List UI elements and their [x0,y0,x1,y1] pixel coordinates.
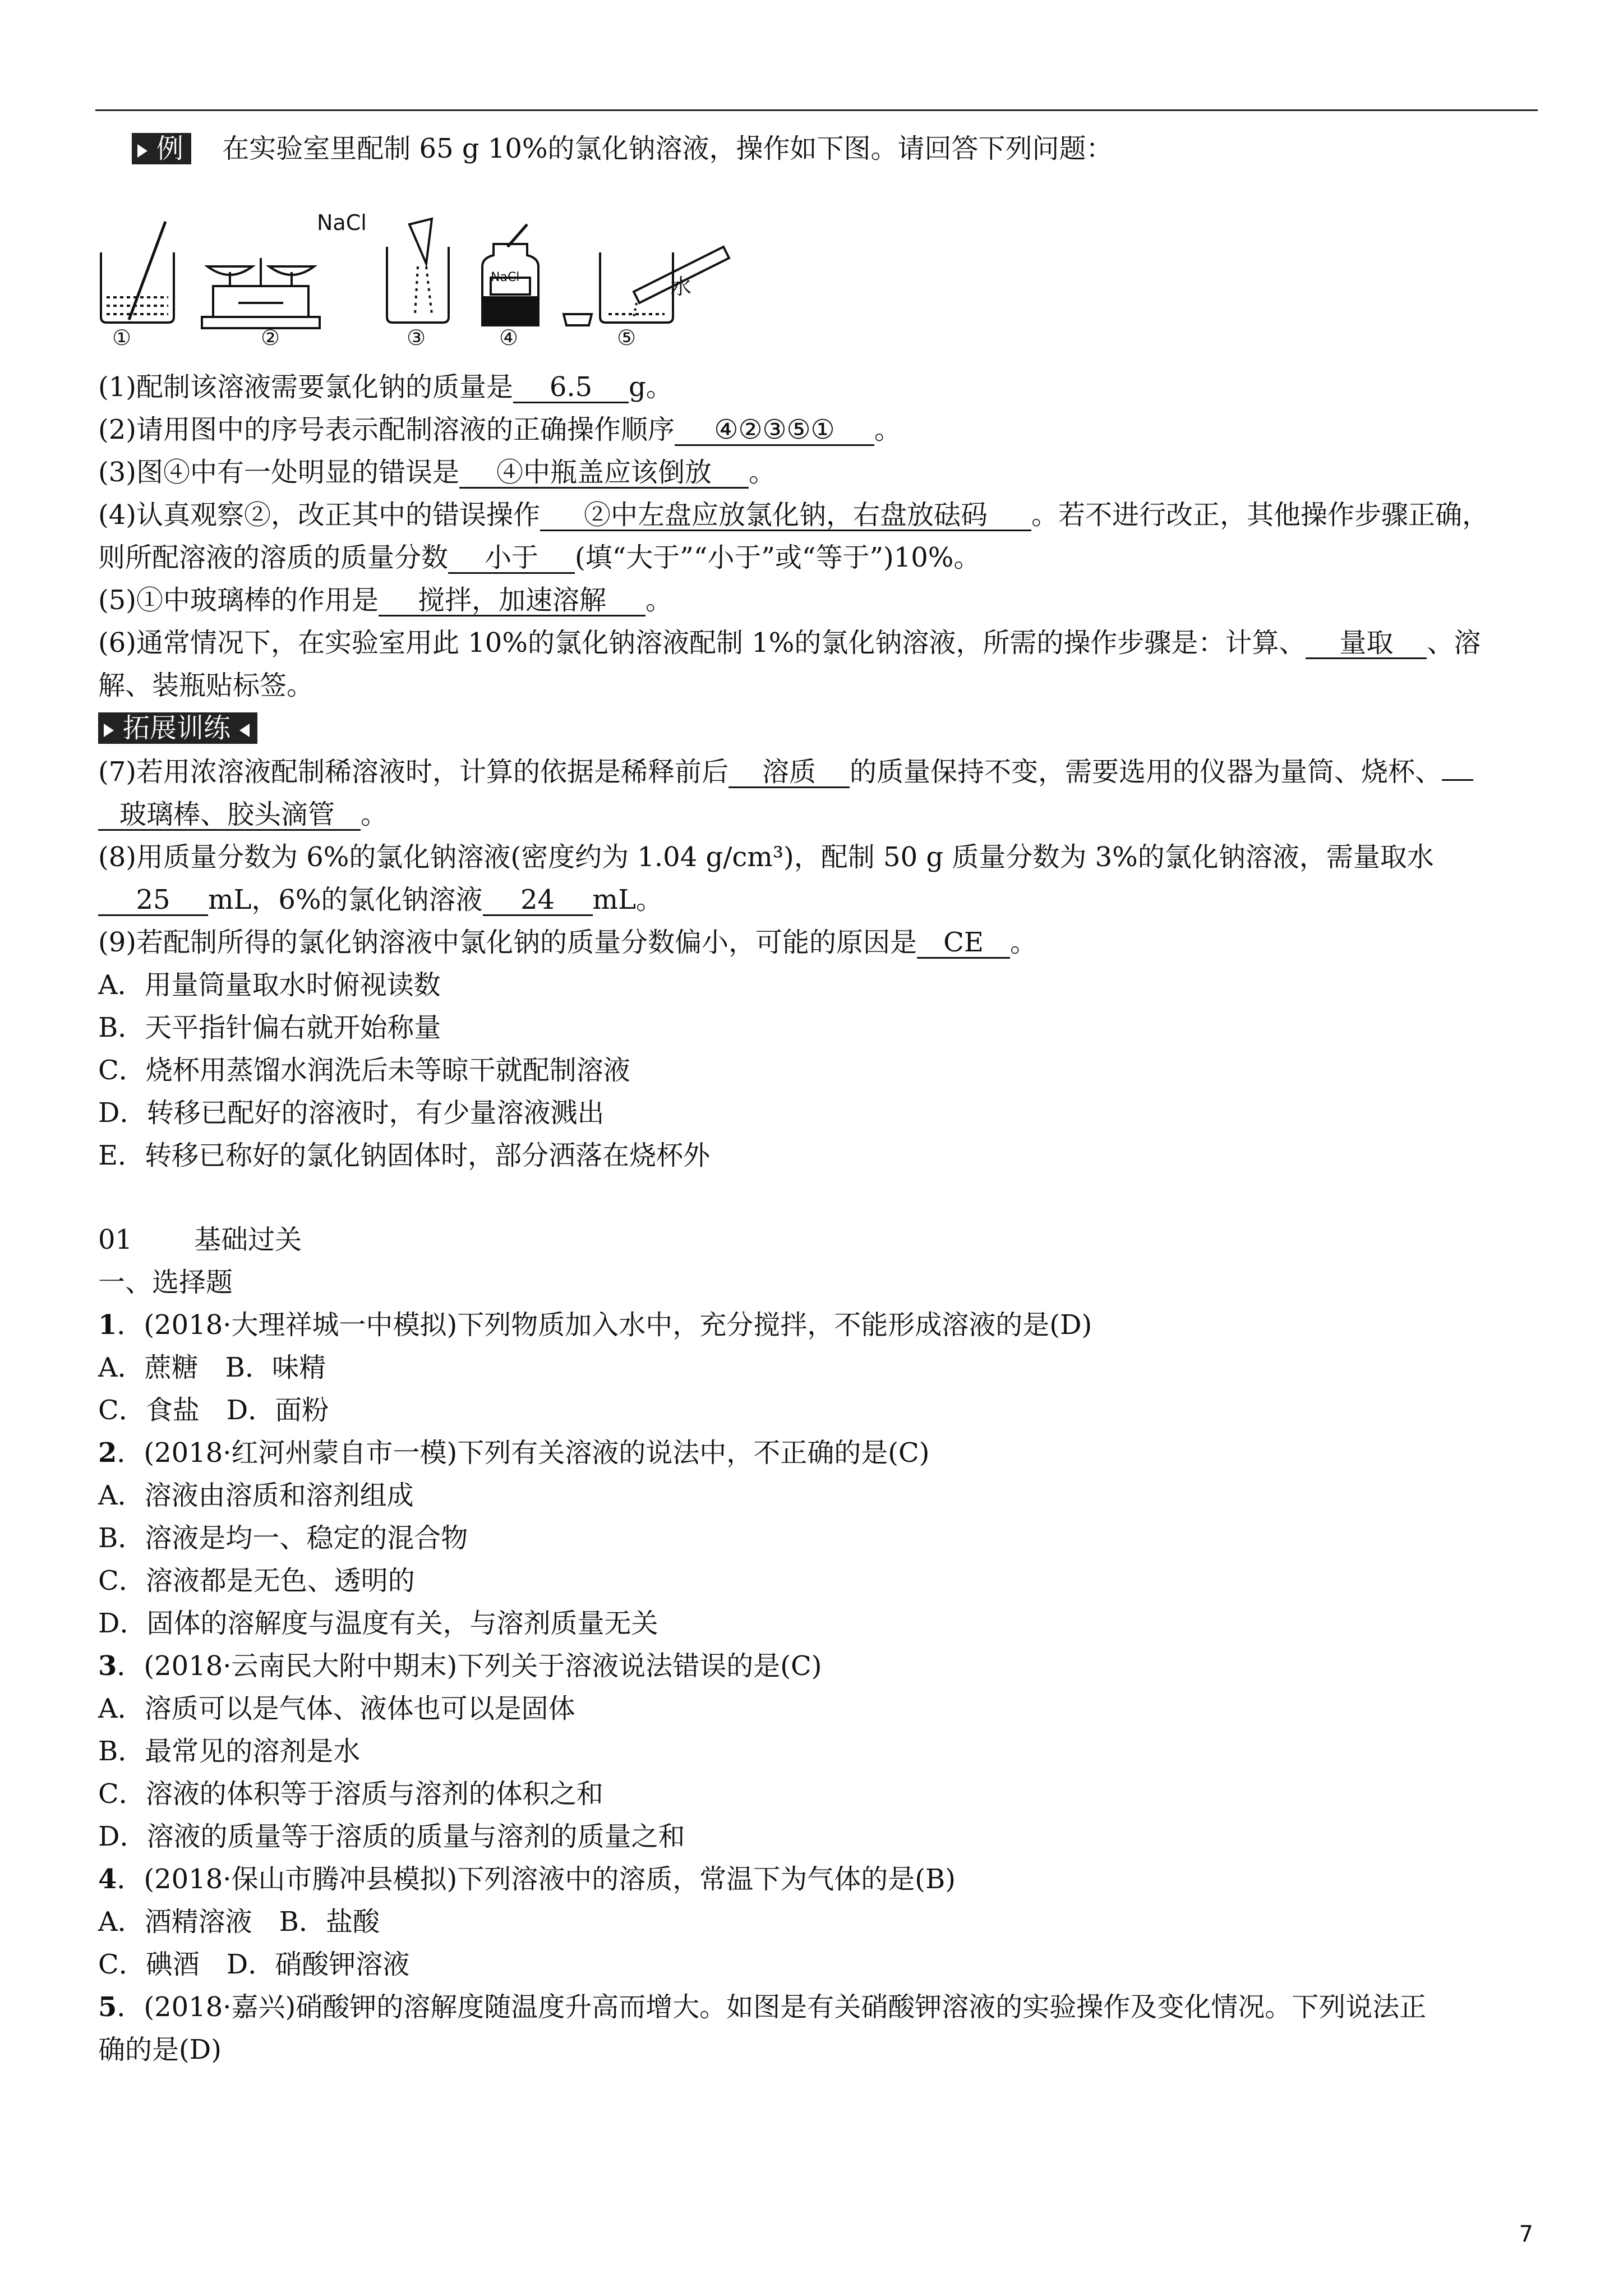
mcq-2-option-c: C．溶液都是无色、透明的 [98,1565,415,1596]
beaker-icon [600,252,673,323]
extension-heading [98,711,257,745]
bottle-cap-icon [564,314,592,325]
question-7: (7)若用浓溶液配制稀溶液时，计算的依据是稀释前后 溶质 的质量保持不变，需要选用的仪器为量筒、烧杯、 [98,755,1473,789]
step-number-5: ⑤ [617,325,637,350]
answer-blank [1442,779,1473,781]
step-number-2: ② [261,325,280,350]
mcq-2-option-b: B．溶液是均一、稳定的混合物 [98,1522,468,1554]
triangle-left-icon [239,724,250,737]
label-nacl-bottle: NaCl [491,270,520,284]
answer-blank: 25 [98,885,208,916]
question-1: (1)配制该溶液需要氯化钠的质量是 6.5 g。 [98,371,673,403]
mcq-2-option-d: D．固体的溶解度与温度有关，与溶剂质量无关 [98,1608,658,1639]
mcq-1-options-row1: A．蔗糖 B．味精 [98,1352,326,1383]
mcq-5: 5．(2018·嘉兴)硝酸钾的溶解度随温度升高而增大。如图是有关硝酸钾溶液的实验操作及变化情况。下列说法正 [98,1991,1427,2023]
example-intro-line [98,132,1113,165]
question-3: (3)图④中有一处明显的错误是 ④中瓶盖应该倒放 。 [98,457,776,488]
question-4-cont: 则所配溶液的溶质的质量分数 小于 (填“大于”“小于”或“等于”)10%。 [98,542,981,573]
question-4: (4)认真观察②，改正其中的错误操作 ②中左盘应放氯化钠，右盘放砝码 。若不进行改正，其他操作步骤正确， [98,499,1490,531]
mcq-2-option-a: A．溶液由溶质和溶剂组成 [98,1480,414,1511]
mcq-4-options-row2: C．碘酒 D．硝酸钾溶液 [98,1949,410,1980]
option-a: A．用量筒量取水时俯视读数 [98,969,441,1001]
mcq-5-cont: 确的是(D) [98,2034,222,2065]
mcq-3-option-a: A．溶质可以是气体、液体也可以是固体 [98,1693,575,1724]
option-d: D．转移已配好的溶液时，有少量溶液溅出 [98,1097,605,1129]
answer-blank: CE [917,928,1010,959]
mcq-1: 1．(2018·大理祥城一中模拟)下列物质加入水中，充分搅拌，不能形成溶液的是(D) [98,1309,1092,1341]
label-nacl-balance: NaCl [317,210,367,235]
question-8: (8)用质量分数为 6%的氯化钠溶液(密度约为 1.04 g/cm³)，配制 50 g 质量分数为 3%的氯化钠溶液，需量取水 [98,841,1434,873]
section-number: 01 [98,1224,133,1255]
section-title: 基础过关 [194,1224,302,1255]
page-number: 7 [1519,2221,1533,2247]
extension-tag: 拓展训练 [98,712,257,744]
mcq-3-option-d: D．溶液的质量等于溶质的质量与溶剂的质量之和 [98,1821,685,1852]
experiment-figure [95,210,740,353]
mcq-3-option-c: C．溶液的体积等于溶质与溶剂的体积之和 [98,1778,603,1810]
step-number-3: ③ [407,325,426,350]
mcq-1-options-row2: C．食盐 D．面粉 [98,1395,329,1426]
answer-blank: ④②③⑤① [675,415,874,446]
answer-blank: 溶质 [728,757,850,788]
answer-blank: 6.5 [513,372,629,403]
mcq-4: 4．(2018·保山市腾冲县模拟)下列溶液中的溶质，常温下为气体的是(B) [98,1864,956,1895]
question-6-cont: 解、装瓶贴标签。 [98,670,314,701]
label-water: 水 [670,274,692,299]
triangle-right-icon [104,724,114,737]
question-5: (5)①中玻璃棒的作用是 搅拌，加速溶解 。 [98,585,673,616]
option-b: B．天平指针偏右就开始称量 [98,1012,441,1043]
section-heading [98,1223,302,1257]
step-number-4: ④ [499,325,519,350]
answer-blank: 玻璃棒、胶头滴管 [98,800,361,831]
header-rule [95,109,1538,111]
question-8-cont: 25 mL，6%的氯化钠溶液 24 mL。 [98,883,663,917]
example-tag: 例 [132,133,191,164]
answer-blank: 24 [483,885,593,916]
answer-blank: ②中左盘应放氯化钠，右盘放砝码 [540,500,1031,531]
mcq-3-option-b: B．最常见的溶剂是水 [98,1736,361,1767]
section-subtitle: 一、选择题 [98,1267,233,1298]
answer-blank: 搅拌，加速溶解 [379,586,645,616]
mcq-4-options-row1: A．酒精溶液 B．盐酸 [98,1906,380,1938]
mcq-2: 2．(2018·红河州蒙自市一模)下列有关溶液的说法中，不正确的是(C) [98,1437,930,1469]
question-9: (9)若配制所得的氯化钠溶液中氯化钠的质量分数偏小，可能的原因是 CE 。 [98,927,1038,958]
question-2: (2)请用图中的序号表示配制溶液的正确操作顺序 ④②③⑤① 。 [98,414,902,445]
beaker-icon [387,247,449,323]
question-6: (6)通常情况下，在实验室用此 10%的氯化钠溶液配制 1%的氯化钠溶液，所需的操作步骤是：计算、 量取 、溶 [98,627,1481,659]
option-e: E．转移已称好的氯化钠固体时，部分洒落在烧杯外 [98,1140,711,1171]
triangle-right-icon [137,144,147,158]
mcq-3: 3．(2018·云南民大附中期末)下列关于溶液说法错误的是(C) [98,1650,822,1682]
answer-blank: 量取 [1306,628,1427,659]
question-7-cont: 玻璃棒、胶头滴管 。 [98,798,388,831]
answer-blank: 小于 [448,543,575,574]
example-intro: 在实验室里配制 65 g 10%的氯化钠溶液，操作如下图。请回答下列问题： [222,133,1113,164]
step-number-1: ① [112,325,132,350]
answer-blank: ④中瓶盖应该倒放 [459,458,749,489]
beaker-icon [101,252,174,323]
option-c: C．烧杯用蒸馏水润洗后未等晾干就配制溶液 [98,1055,630,1086]
